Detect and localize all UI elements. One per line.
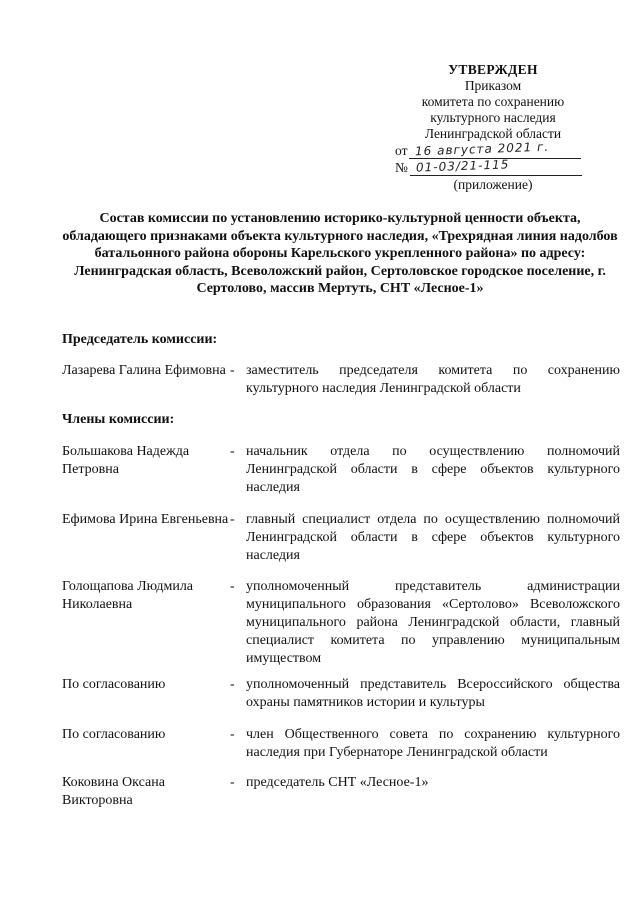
member-row xyxy=(62,774,620,810)
approval-order-label: Приказом xyxy=(464,78,522,93)
member-row xyxy=(62,726,620,762)
member-role: заместитель председателя комитета по сохранению культурного наследия Ленинградской области xyxy=(246,363,620,396)
approval-region-line: Ленинградской области xyxy=(424,126,562,141)
member-dash: - xyxy=(230,677,235,692)
approval-committee-line: комитета по сохранению xyxy=(421,94,565,109)
member-name: Ефимова Ирина Евгеньевна xyxy=(62,512,229,527)
member-row xyxy=(62,578,620,668)
member-name: По согласованию xyxy=(62,677,166,692)
member-dash: - xyxy=(230,579,235,594)
document-title: Состав комиссии по установлению историко-культурной ценности объекта, обладающего признаками объекта культурного наследия, «Трехрядная линия надолбов батальонного района обороны Карельского укрепленного района» по адресу: Ленинградская область, Всеволожский район, Сертоловское городское поселение, г. Сертолово, массив Мертуть, СНТ «Лесное-1» xyxy=(62,211,618,296)
approval-number-line xyxy=(395,157,591,176)
members-heading: Члены комиссии: xyxy=(62,412,175,427)
approval-date-handwritten: 16 августа 2021 г. xyxy=(415,139,550,159)
approval-number-handwritten: 01-03/21-115 xyxy=(415,157,510,175)
member-role: начальник отдела по осуществлению полномочий Ленинградской области в сфере объектов культурного наследия xyxy=(246,444,620,495)
member-name: Коковина Оксана Викторовна xyxy=(62,775,165,808)
member-name: Лазарева Галина Ефимовна xyxy=(62,363,226,378)
approval-heritage-line: культурного наследия xyxy=(430,110,556,125)
approval-number-label: № xyxy=(395,160,408,175)
member-name: Большакова Надежда Петровна xyxy=(62,444,190,477)
member-dash: - xyxy=(230,775,235,790)
member-dash: - xyxy=(230,727,235,742)
approval-appendix-note: (приложение) xyxy=(453,177,533,192)
approval-number-field xyxy=(410,157,582,176)
member-row xyxy=(62,676,620,712)
member-dash: - xyxy=(230,363,235,378)
member-dash: - xyxy=(230,444,235,459)
member-dash: - xyxy=(230,512,235,527)
member-role: член Общественного совета по сохранению культурного наследия при Губернаторе Ленинградской области xyxy=(246,727,620,760)
member-role: уполномоченный представитель администрации муниципального образования «Сертолово» Всеволожского муниципального района Ленинградской области, главный специалист комитета по управлению муниципальным имуществом xyxy=(246,579,620,666)
chairman-row xyxy=(62,362,620,398)
member-role: главный специалист отдела по осуществлению полномочий Ленинградской области в сфере объектов культурного наследия xyxy=(246,512,620,563)
approval-heading: УТВЕРЖДЕН xyxy=(448,62,538,77)
chairman-heading: Председатель комиссии: xyxy=(62,332,218,347)
member-row xyxy=(62,443,620,497)
approval-date-label: от xyxy=(395,143,408,158)
approval-block xyxy=(395,62,591,193)
member-role: председатель СНТ «Лесное-1» xyxy=(246,775,429,790)
member-name: По согласованию xyxy=(62,727,166,742)
member-role: уполномоченный представитель Всероссийского общества охраны памятников истории и культуры xyxy=(246,677,620,710)
member-row xyxy=(62,511,620,565)
member-name: Голощапова Людмила Николаевна xyxy=(62,579,194,612)
